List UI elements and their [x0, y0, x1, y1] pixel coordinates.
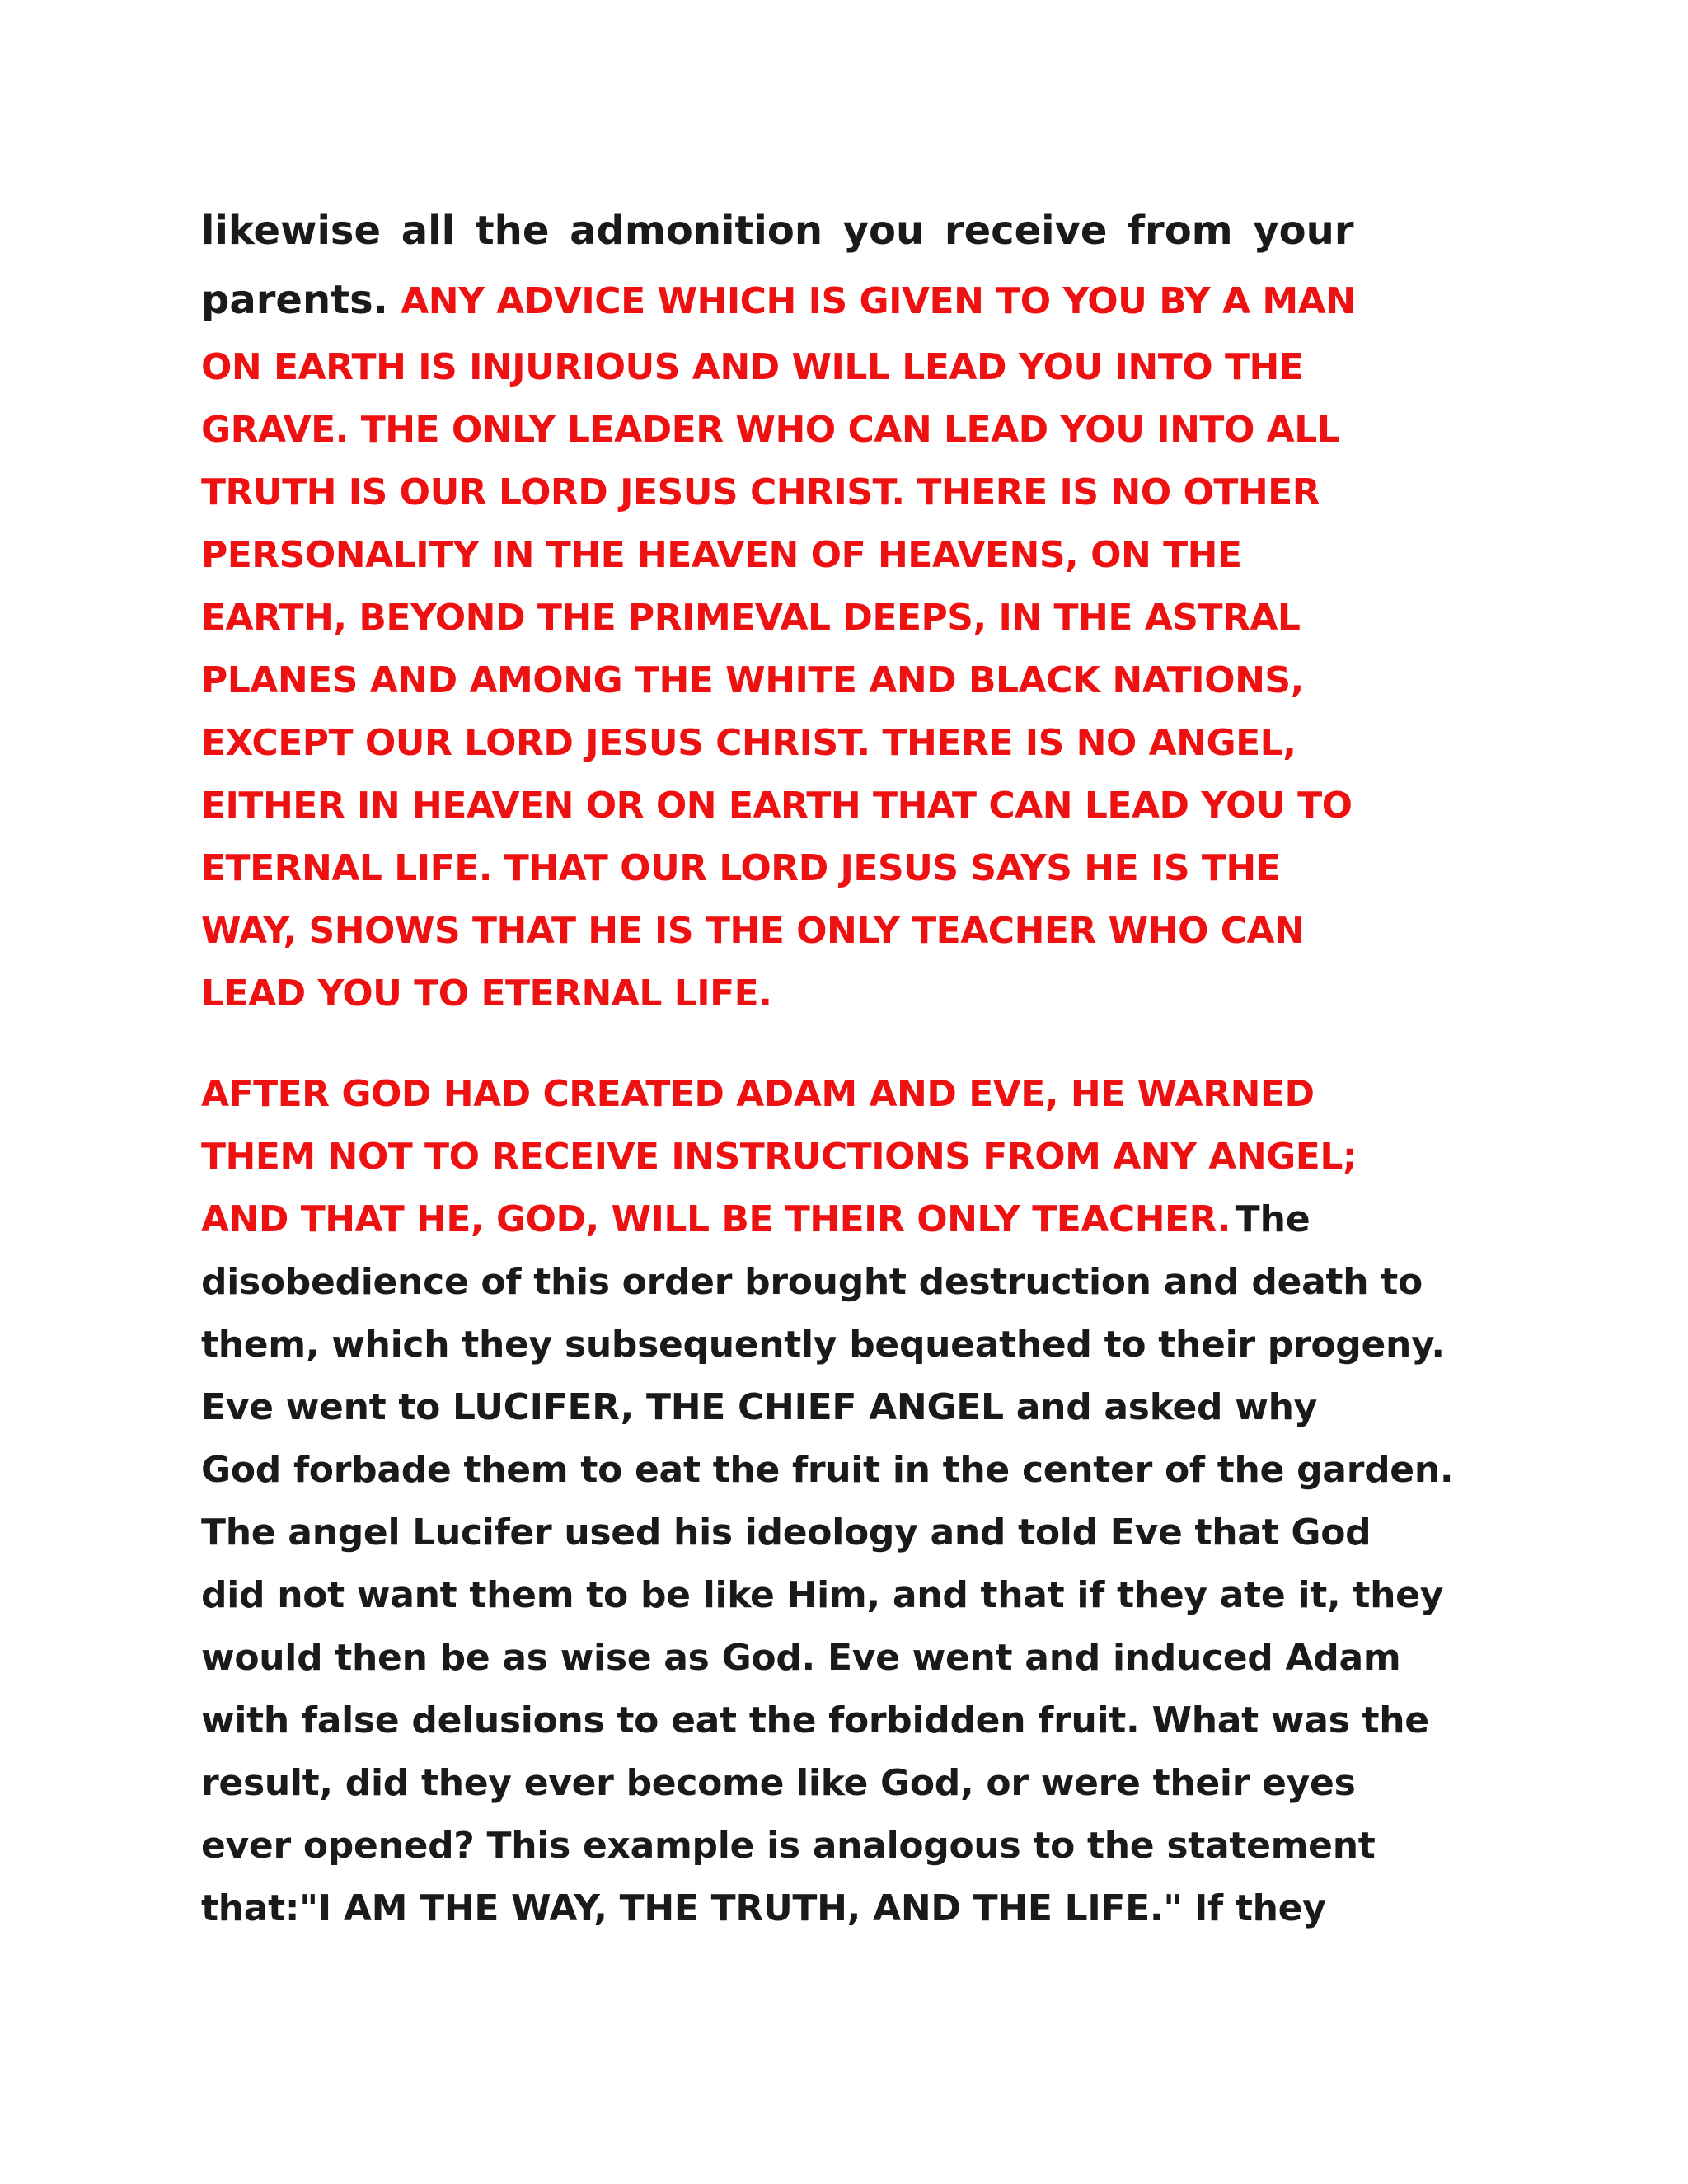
text-line: that:"I AM THE WAY, THE TRUTH, AND THE LIFE." If they	[201, 1887, 1326, 1929]
text-line: them, which they subsequently bequeathed to their progeny.	[201, 1324, 1445, 1366]
text-line-red: LEAD YOU TO ETERNAL LIFE.	[201, 972, 772, 1015]
text-span-black: The	[1235, 1198, 1311, 1240]
text-line: likewise all the admonition you receive from your	[201, 208, 1354, 254]
text-line-red: EITHER IN HEAVEN OR ON EARTH THAT CAN LEAD YOU TO	[201, 785, 1353, 827]
text-line-mixed	[201, 1188, 1536, 1251]
text-line-red: THEM NOT TO RECEIVE INSTRUCTIONS FROM ANY ANGEL;	[201, 1136, 1357, 1178]
text-line: result, did they ever become like God, or were their eyes	[201, 1762, 1356, 1804]
text-line: God forbade them to eat the fruit in the center of the garden.	[201, 1449, 1454, 1491]
text-line-red: PLANES AND AMONG THE WHITE AND BLACK NATIONS,	[201, 659, 1304, 701]
paragraph-2	[201, 1063, 1536, 1940]
text-line-mixed	[201, 264, 1536, 336]
text-line-red: ETERNAL LIFE. THAT OUR LORD JESUS SAYS HE IS THE	[201, 847, 1281, 889]
text-line: Eve went to LUCIFER, THE CHIEF ANGEL and asked why	[201, 1386, 1317, 1428]
text-span-black: parents.	[201, 277, 388, 323]
text-line-red: WAY, SHOWS THAT HE IS THE ONLY TEACHER WHO CAN	[201, 910, 1305, 952]
text-line: ever opened? This example is analogous to the statement	[201, 1825, 1376, 1867]
text-line-red: EARTH, BEYOND THE PRIMEVAL DEEPS, IN THE ASTRAL	[201, 597, 1301, 639]
text-line-red: ON EARTH IS INJURIOUS AND WILL LEAD YOU INTO THE	[201, 346, 1304, 388]
text-line: disobedience of this order brought destruction and death to	[201, 1261, 1423, 1303]
text-span-red: ANY ADVICE WHICH IS GIVEN TO YOU BY A MAN	[401, 280, 1356, 322]
text-line-red: TRUTH IS OUR LORD JESUS CHRIST. THERE IS NO OTHER	[201, 471, 1320, 513]
paragraph-1	[201, 198, 1536, 1025]
text-line: did not want them to be like Him, and that if they ate it, they	[201, 1574, 1444, 1616]
text-line: would then be as wise as God. Eve went and induced Adam	[201, 1637, 1401, 1679]
text-line-red: GRAVE. THE ONLY LEADER WHO CAN LEAD YOU INTO ALL	[201, 409, 1340, 451]
text-line-red: PERSONALITY IN THE HEAVEN OF HEAVENS, ON THE	[201, 534, 1242, 576]
text-line-red: EXCEPT OUR LORD JESUS CHRIST. THERE IS NO ANGEL,	[201, 722, 1296, 764]
text-line: with false delusions to eat the forbidden fruit. What was the	[201, 1699, 1429, 1741]
text-span-red: AND THAT HE, GOD, WILL BE THEIR ONLY TEACHER.	[201, 1198, 1231, 1240]
text-line: The angel Lucifer used his ideology and told Eve that God	[201, 1511, 1372, 1554]
text-line-red: AFTER GOD HAD CREATED ADAM AND EVE, HE WARNED	[201, 1073, 1315, 1115]
